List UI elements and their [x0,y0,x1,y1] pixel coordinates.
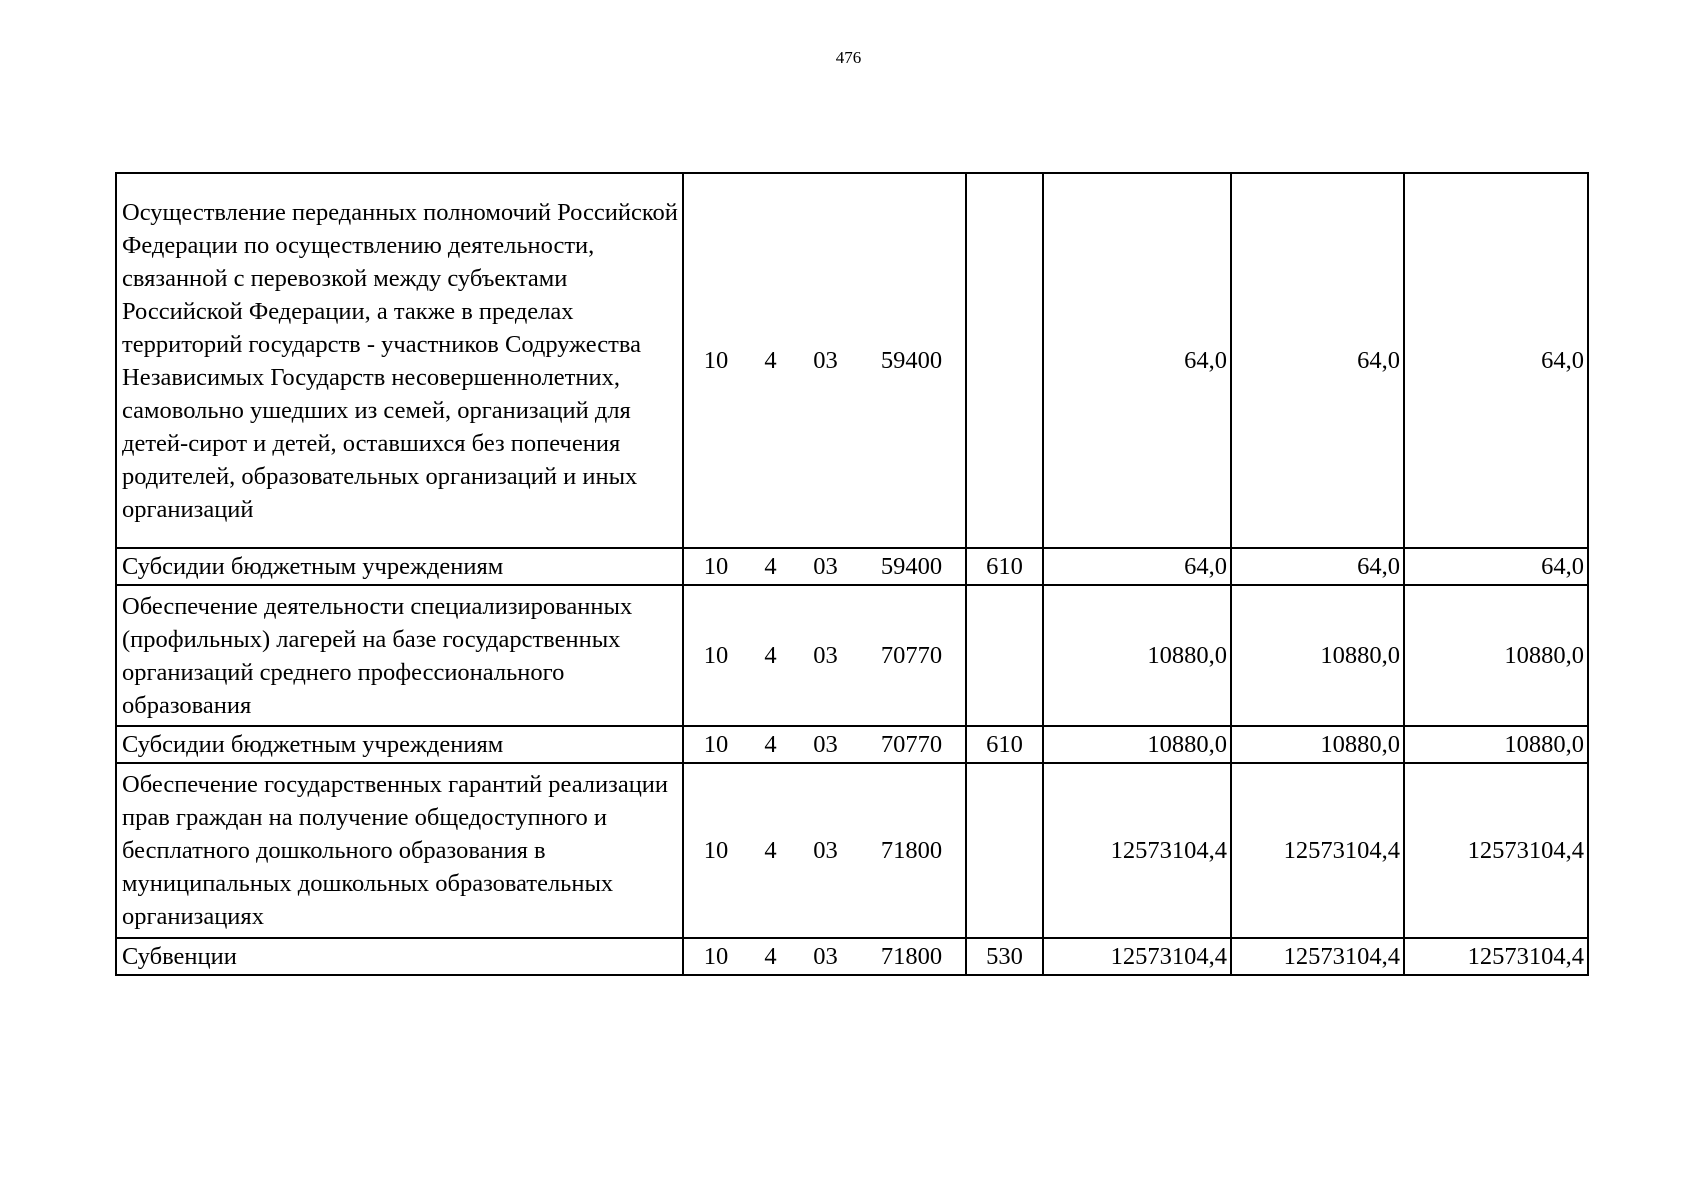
row-name: Субвенции [116,938,683,975]
expense-type-code: 610 [966,726,1043,763]
article-code: 59400 [858,548,966,585]
program-group-code: 03 [793,726,858,763]
amount-2: 12573104,4 [1231,763,1404,938]
table-row [116,938,1588,975]
article-code: 71800 [858,938,966,975]
row-name: Обеспечение деятельности специализированных (профильных) лагерей на базе государственных организаций среднего профессионального образования [116,585,683,726]
section-code: 10 [683,938,748,975]
amount-1: 10880,0 [1043,726,1231,763]
amount-1: 64,0 [1043,173,1231,548]
row-name: Субсидии бюджетным учреждениям [116,726,683,763]
article-code: 70770 [858,585,966,726]
page-number: 476 [835,48,862,67]
program-group-code: 03 [793,548,858,585]
amount-2: 64,0 [1231,548,1404,585]
amount-3: 10880,0 [1404,726,1588,763]
subsection-code: 4 [748,548,793,585]
section-code: 10 [683,726,748,763]
article-code: 70770 [858,726,966,763]
amount-3: 12573104,4 [1404,938,1588,975]
article-code: 71800 [858,763,966,938]
section-code: 10 [683,173,748,548]
amount-1: 64,0 [1043,548,1231,585]
amount-3: 12573104,4 [1404,763,1588,938]
amount-1: 12573104,4 [1043,763,1231,938]
subsection-code: 4 [748,938,793,975]
table-row [116,585,1588,726]
amount-1: 10880,0 [1043,585,1231,726]
program-group-code: 03 [793,173,858,548]
amount-1: 12573104,4 [1043,938,1231,975]
section-code: 10 [683,763,748,938]
expense-type-code [966,763,1043,938]
program-group-code: 03 [793,938,858,975]
expense-type-code: 530 [966,938,1043,975]
table-row [116,726,1588,763]
program-group-code: 03 [793,763,858,938]
amount-2: 10880,0 [1231,585,1404,726]
subsection-code: 4 [748,726,793,763]
section-code: 10 [683,585,748,726]
row-name: Осуществление переданных полномочий Российской Федерации по осуществлению деятельности, связанной с перевозкой между субъектами Российской Федерации, а также в пределах территорий государств - участников Содружества Независимых Государств несовершеннолетних, самовольно ушедших из семей, организаций для детей-сирот и детей, оставшихся без попечения родителей, образовательных организаций и иных организаций [116,173,683,548]
row-name: Обеспечение государственных гарантий реализации прав граждан на получение общедоступного и бесплатного дошкольного образования в муниципальных дошкольных образовательных организациях [116,763,683,938]
budget-table [115,172,1589,976]
table-row [116,173,1588,548]
row-name: Субсидии бюджетным учреждениям [116,548,683,585]
amount-2: 10880,0 [1231,726,1404,763]
amount-3: 10880,0 [1404,585,1588,726]
table-row [116,763,1588,938]
section-code: 10 [683,548,748,585]
amount-2: 12573104,4 [1231,938,1404,975]
subsection-code: 4 [748,173,793,548]
subsection-code: 4 [748,585,793,726]
amount-3: 64,0 [1404,548,1588,585]
table-row [116,548,1588,585]
expense-type-code: 610 [966,548,1043,585]
amount-3: 64,0 [1404,173,1588,548]
program-group-code: 03 [793,585,858,726]
subsection-code: 4 [748,763,793,938]
expense-type-code [966,173,1043,548]
amount-2: 64,0 [1231,173,1404,548]
expense-type-code [966,585,1043,726]
article-code: 59400 [858,173,966,548]
